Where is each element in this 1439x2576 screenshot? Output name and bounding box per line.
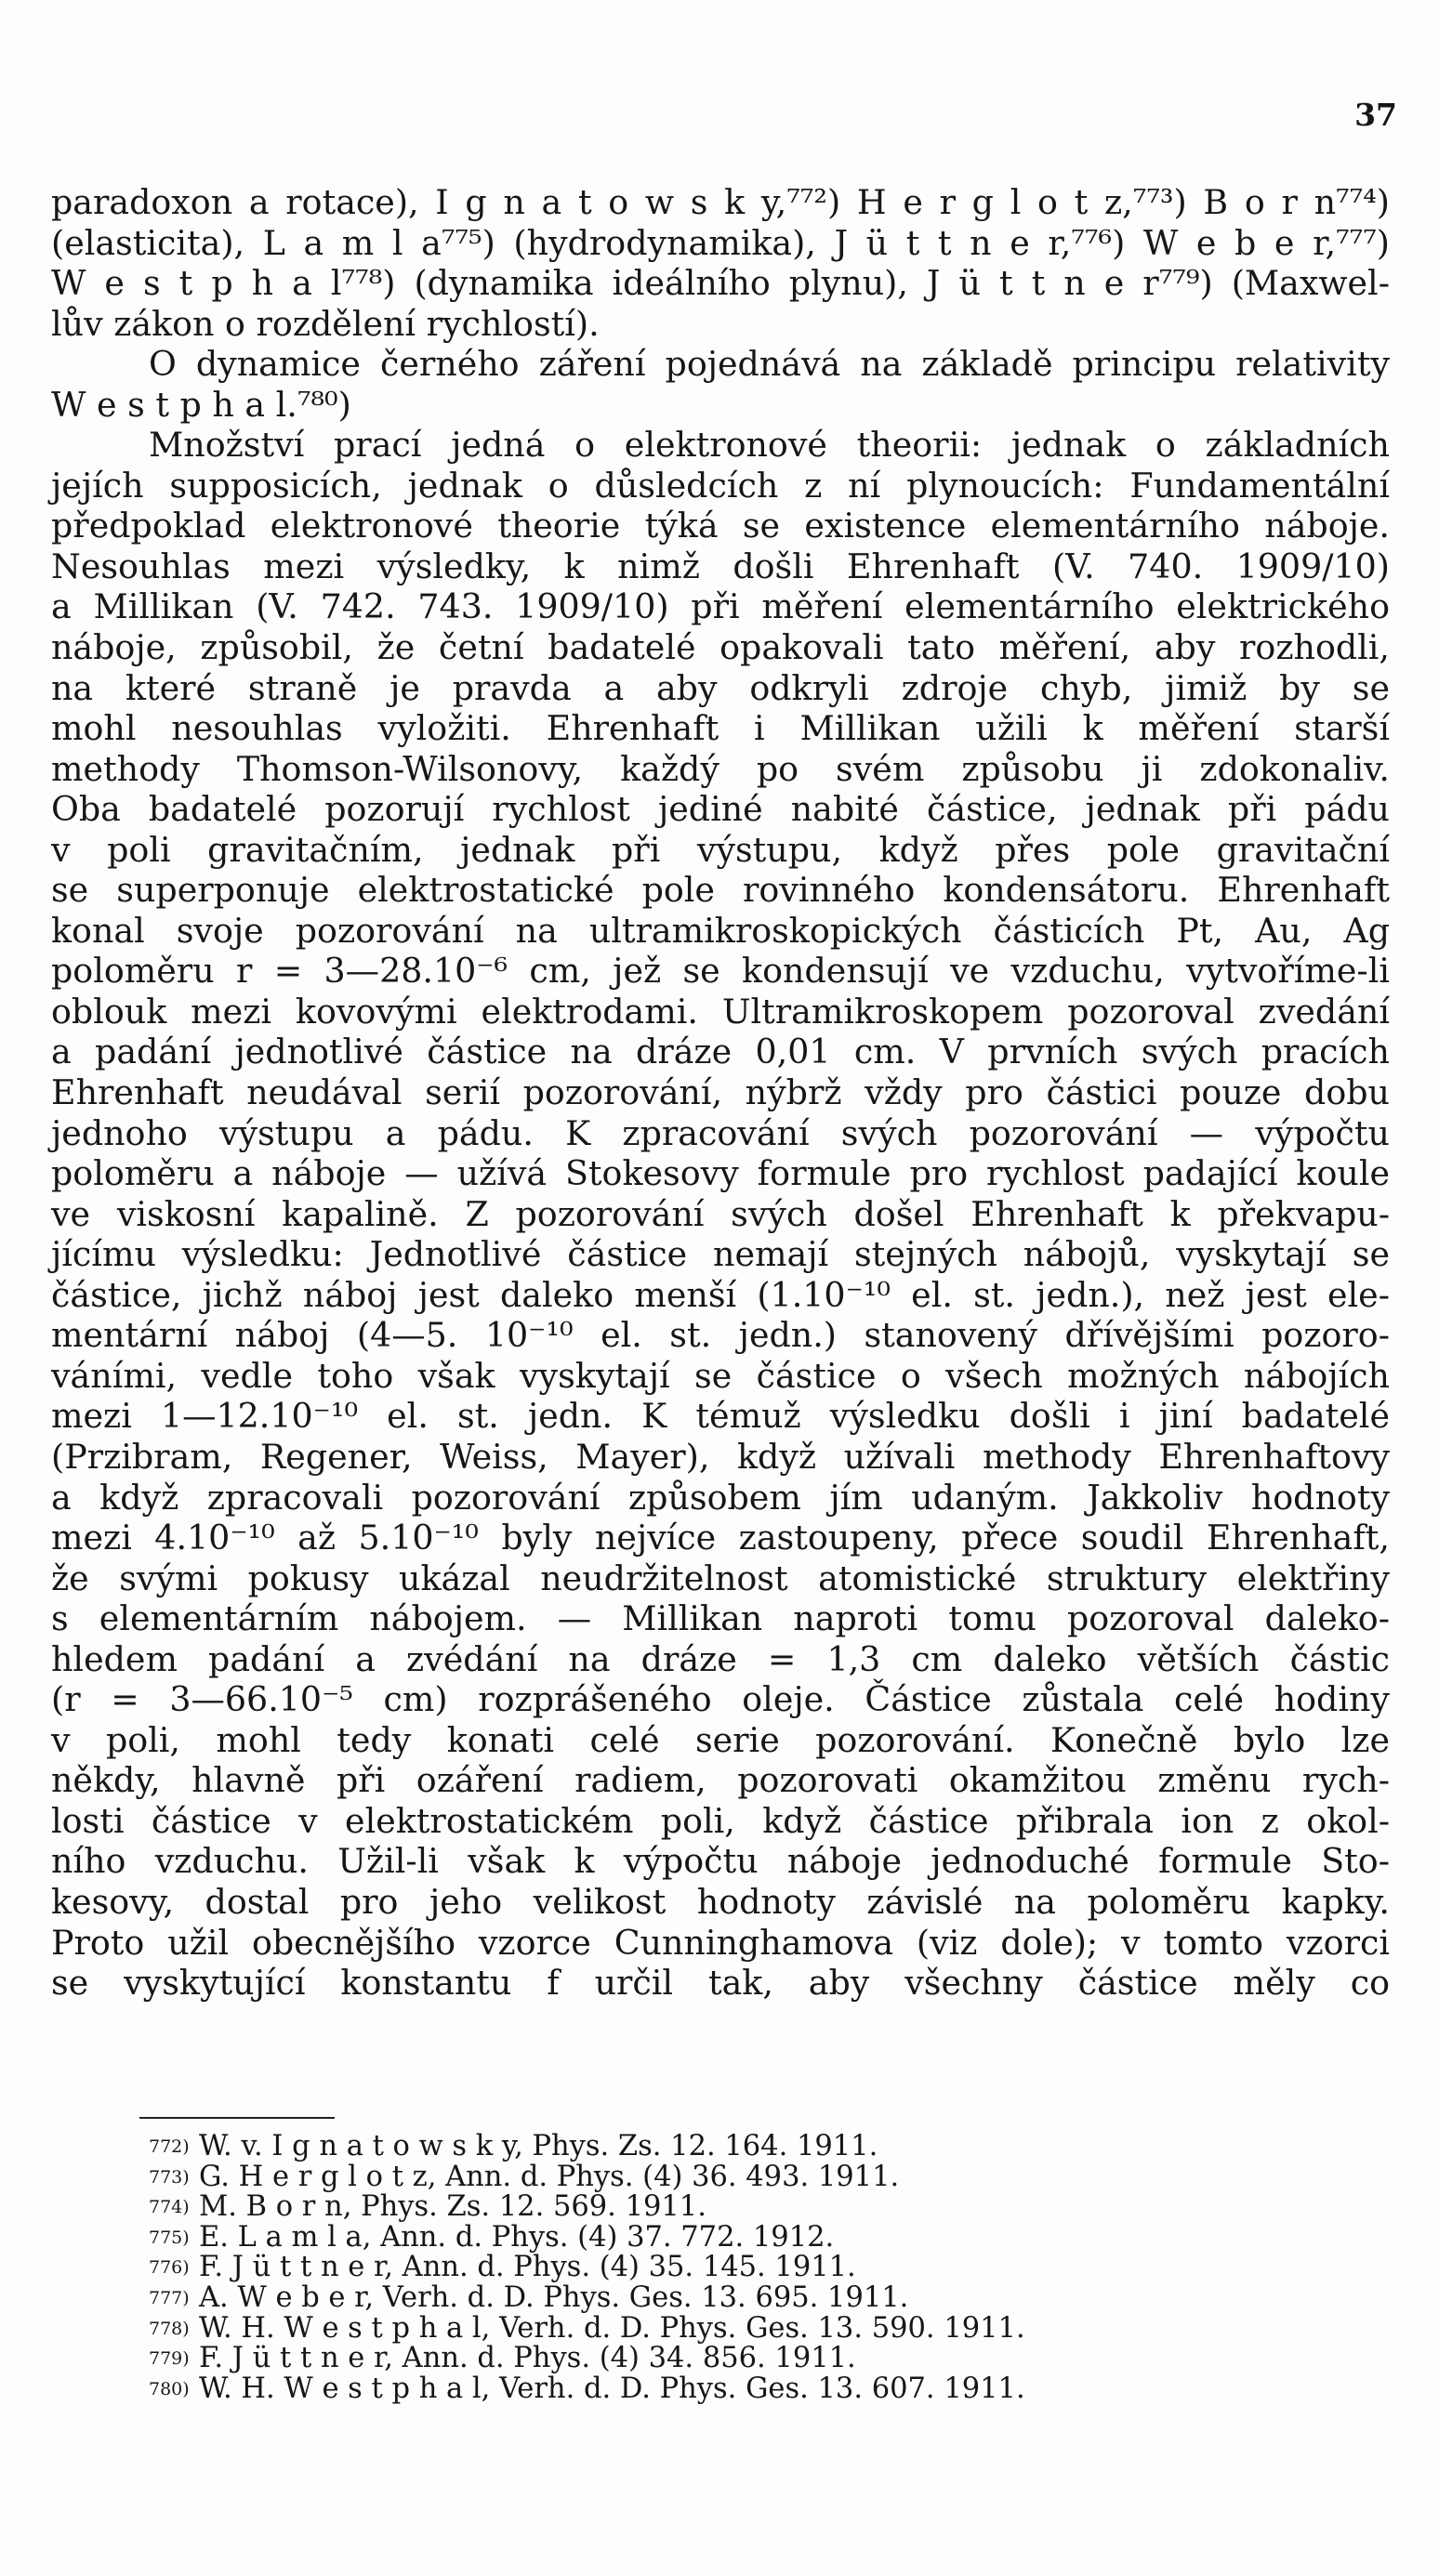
footnote-text: M. B o r n, Phys. Zs. 12. 569. 1911. bbox=[199, 2190, 706, 2224]
footnote-text: W. H. W e s t p h a l, Verh. d. D. Phys. Ges. 13. 607. 1911. bbox=[199, 2372, 1025, 2405]
body-line: a Millikan (V. 742. 743. 1909/10) při měření elementárního elektrického bbox=[51, 586, 1390, 627]
body-line: se superponuje elektrostatické pole rovinného kondensátoru. Ehrenhaft bbox=[51, 870, 1390, 911]
body-line: někdy, hlavně při ozáření radiem, pozorovati okamžitou změnu rych- bbox=[51, 1760, 1390, 1801]
body-line: mezi 4.10⁻¹⁰ až 5.10⁻¹⁰ byly nejvíce zastoupeny, přece soudil Ehrenhaft, bbox=[51, 1518, 1390, 1558]
body-line: W e s t p h a l⁷⁷⁸) (dynamika ideálního plynu), J ü t t n e r⁷⁷⁹) (Maxwel- bbox=[51, 263, 1390, 304]
footnote-text: F. J ü t t n e r, Ann. d. Phys. (4) 35. 145. 1911. bbox=[199, 2251, 856, 2284]
body-line: mentární náboj (4—5. 10⁻¹⁰ el. st. jedn.) stanovený dřívějšími pozoro- bbox=[51, 1315, 1390, 1356]
body-line: a padání jednotlivé částice na dráze 0,01 cm. V prvních svých pracích bbox=[51, 1032, 1390, 1072]
body-line: jejích supposicích, jednak o důsledcích z ní plynoucích: Fundamentální bbox=[51, 465, 1390, 506]
footnote-mark: 775) bbox=[149, 2227, 190, 2248]
footnote-text: E. L a m l a, Ann. d. Phys. (4) 37. 772. 1912. bbox=[199, 2220, 835, 2254]
body-line: Nesouhlas mezi výsledky, k nimž došli Ehrenhaft (V. 740. 1909/10) bbox=[51, 545, 1390, 586]
body-line: částice, jichž náboj jest daleko menší (1.10⁻¹⁰ el. st. jedn.), než jest ele- bbox=[51, 1274, 1390, 1315]
body-line: Proto užil obecnějšího vzorce Cunninghamova (viz dole); v tomto vzorci bbox=[51, 1922, 1390, 1963]
body-line: jednoho výstupu a pádu. K zpracování svých pozorování — výpočtu bbox=[51, 1112, 1390, 1153]
body-line: v poli gravitačním, jednak při výstupu, když přes pole gravitační bbox=[51, 829, 1390, 870]
body-line: Množství prací jedná o elektronové theorii: jednak o základních bbox=[149, 425, 1390, 466]
body-line: Ehrenhaft neudával serií pozorování, nýbrž vždy pro částici pouze dobu bbox=[51, 1072, 1390, 1113]
footnote-mark: 776) bbox=[149, 2257, 190, 2279]
body-line: poloměru a náboje — užívá Stokesovy formule pro rychlost padající koule bbox=[51, 1153, 1390, 1194]
body-line: poloměru r = 3—28.10⁻⁶ cm, jež se kondensují ve vzduchu, vytvoříme-li bbox=[51, 951, 1390, 992]
body-line: mohl nesouhlas vyložiti. Ehrenhaft i Millikan užili k měření starší bbox=[51, 708, 1390, 749]
body-line: a když zpracovali pozorování způsobem jím udaným. Jakkoliv hodnoty bbox=[51, 1477, 1390, 1518]
page-number: 37 bbox=[1354, 97, 1397, 133]
body-line: Oba badatelé pozorují rychlost jediné nabité částice, jednak při pádu bbox=[51, 789, 1390, 830]
footnote bbox=[149, 2162, 1357, 2193]
body-line: (Przibram, Regener, Weiss, Mayer), když užívali methody Ehrenhaftovy bbox=[51, 1436, 1390, 1477]
footnote bbox=[149, 2374, 1357, 2405]
body-line: hledem padání a zvédání na dráze = 1,3 cm daleko větších částic bbox=[51, 1638, 1390, 1679]
footnote-divider bbox=[139, 2117, 335, 2119]
footnote-mark: 772) bbox=[149, 2136, 190, 2157]
footnote bbox=[149, 2132, 1357, 2162]
body-line: že svými pokusy ukázal neudržitelnost atomistické struktury elektřiny bbox=[51, 1557, 1390, 1598]
body-line: v poli, mohl tedy konati celé serie pozorování. Konečně bylo lze bbox=[51, 1719, 1390, 1760]
body-line: jícímu výsledku: Jednotlivé částice nemají stejných nábojů, vyskytají se bbox=[51, 1234, 1390, 1275]
footnote-mark: 778) bbox=[149, 2318, 190, 2339]
footnote bbox=[149, 2220, 1357, 2254]
body-line: W e s t p h a l.⁷⁸⁰) bbox=[51, 384, 351, 425]
body-line: (elasticita), L a m l a⁷⁷⁵) (hydrodynamika), J ü t t n e r,⁷⁷⁶) W e b e r,⁷⁷⁷) bbox=[51, 222, 1390, 263]
body-line: se vyskytující konstantu f určil tak, aby všechny částice měly co bbox=[51, 1963, 1390, 2004]
body-line: paradoxon a rotace), I g n a t o w s k y,⁷⁷²) H e r g l o t z,⁷⁷³) B o r n⁷⁷⁴) bbox=[51, 182, 1390, 222]
footnote bbox=[149, 2280, 1357, 2314]
body-line: předpoklad elektronové theorie týká se existence elementárního náboje. bbox=[51, 506, 1390, 546]
body-line: lův zákon o rozdělení rychlostí). bbox=[51, 303, 600, 344]
footnote bbox=[149, 2311, 1357, 2345]
body-line: kesovy, dostal pro jeho velikost hodnoty závislé na poloměru kapky. bbox=[51, 1881, 1390, 1922]
footnote-text: W. v. I g n a t o w s k y, Phys. Zs. 12. 164. 1911. bbox=[199, 2130, 878, 2162]
body-line: konal svoje pozorování na ultramikroskopických částicích Pt, Au, Ag bbox=[51, 910, 1390, 951]
footnote-text: F. J ü t t n e r, Ann. d. Phys. (4) 34. 856. 1911. bbox=[199, 2342, 856, 2375]
body-line: methody Thomson-Wilsonovy, každý po svém způsobu ji zdokonaliv. bbox=[51, 748, 1390, 789]
footnote bbox=[149, 2192, 1357, 2223]
footnote-text: W. H. W e s t p h a l, Verh. d. D. Phys. Ges. 13. 590. 1911. bbox=[199, 2311, 1025, 2345]
footnote-text: G. H e r g l o t z, Ann. d. Phys. (4) 36. 493. 1911. bbox=[199, 2160, 900, 2193]
footnotes bbox=[149, 2132, 1357, 2404]
body-line: na které straně je pravda a aby odkryli zdroje chyb, jimiž by se bbox=[51, 667, 1390, 708]
body-line: náboje, způsobil, že četní badatelé opakovali tato měření, aby rozhodli, bbox=[51, 627, 1390, 668]
body-line: ního vzduchu. Užil-li však k výpočtu náboje jednoduché formule Sto- bbox=[51, 1841, 1390, 1882]
body-line: (r = 3—66.10⁻⁵ cm) rozprášeného oleje. Částice zůstala celé hodiny bbox=[51, 1679, 1390, 1720]
body-line: váními, vedle toho však vyskytají se částice o všech možných nábojích bbox=[51, 1355, 1390, 1396]
body-text bbox=[51, 182, 1390, 2004]
body-line: s elementárním nábojem. — Millikan naproti tomu pozoroval daleko- bbox=[51, 1598, 1390, 1639]
footnote-mark: 774) bbox=[149, 2197, 190, 2218]
body-line: oblouk mezi kovovými elektrodami. Ultramikroskopem pozoroval zvedání bbox=[51, 991, 1390, 1032]
footnote-mark: 773) bbox=[149, 2166, 190, 2188]
footnote-mark: 780) bbox=[149, 2378, 190, 2399]
body-line: ve viskosní kapalině. Z pozorování svých došel Ehrenhaft k překvapu- bbox=[51, 1193, 1390, 1234]
body-line: losti částice v elektrostatickém poli, když částice přibrala ion z okol- bbox=[51, 1800, 1390, 1841]
footnote-mark: 777) bbox=[149, 2287, 190, 2308]
footnote-text: A. W e b e r, Verh. d. D. Phys. Ges. 13. 695. 1911. bbox=[199, 2280, 909, 2314]
body-line: mezi 1—12.10⁻¹⁰ el. st. jedn. K témuž výsledku došli i jiní badatelé bbox=[51, 1396, 1390, 1437]
footnote-mark: 779) bbox=[149, 2348, 190, 2370]
footnote bbox=[149, 2253, 1357, 2283]
body-line: O dynamice černého záření pojednává na základě principu relativity bbox=[149, 344, 1390, 385]
footnote bbox=[149, 2344, 1357, 2374]
